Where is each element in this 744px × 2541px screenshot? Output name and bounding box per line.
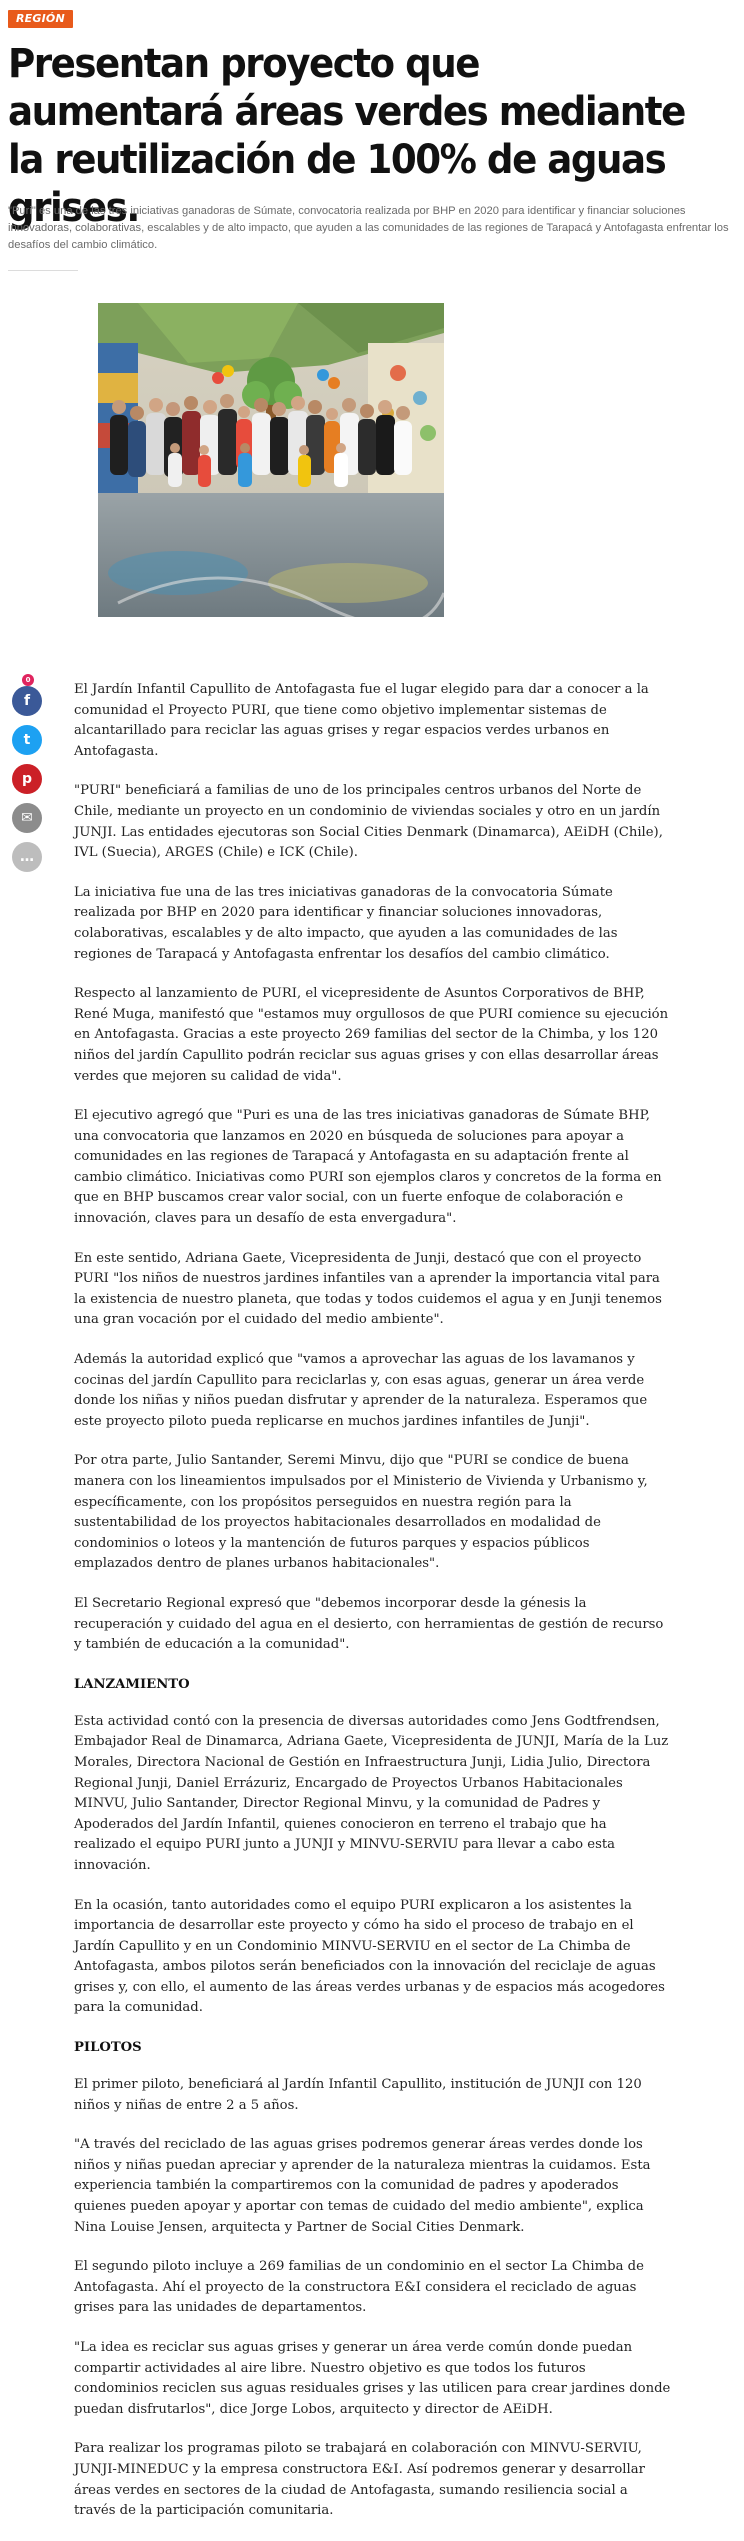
paragraph: Además la autoridad explicó que "vamos a aprovechar las aguas de los lavamanos y cocinas del jardín Capullito para reciclarlas y, con esas aguas, generar un área verde donde los niñas y niños puedan disfrutar y aprender de la naturaleza. Esperamos que este proyecto piloto pueda replicarse en muchos jardines infantiles de Junji". (74, 1352, 648, 1429)
paragraph: El Secretario Regional expresó que "debemos incorporar desde la génesis la recuperación y cuidado del agua en el desierto, con herramientas de gestión de recurso y también de educación a la comunidad". (74, 1595, 664, 1653)
paragraph: Esta actividad contó con la presencia de diversas autoridades como Jens Godtfrendsen, Embajador Real de Dinamarca, Adriana Gaete, Vicepresidenta de JUNJI, María de la Luz Morales, Directora Nacional de Gestión en Infraestructura Junji, Lidia Julio, Directora Regional Junji, Daniel Errázuriz, Encargado de Proyectos Urbanos Habitacionales MINVU, Julio Santander, Director Regional Minvu, y la comunidad de Padres y Apoderados del Jardín Infantil, quienes conocieron en terreno el trabajo que ha realizado el equipo PURI junto a JUNJI y MINVU-SERVIU para llevar a cabo esta innovación. (74, 1713, 669, 1873)
pinterest-share-button[interactable] (12, 764, 42, 794)
paragraph: El segundo piloto incluye a 269 familias de un condominio en el sector La Chimba de Antofagasta. Ahí el proyecto de la constructora E&I considera el reciclado de aguas grises para las unidades de departamentos. (74, 2259, 644, 2316)
twitter-icon: t (23, 732, 31, 748)
section-heading-lanzamiento: LANZAMIENTO (74, 1676, 190, 1692)
paragraph: Para realizar los programas piloto se trabajará en colaboración con MINVU-SERVIU, JUNJI-MINEDUC y la empresa constructora E&I. Así podremos generar y desarrollar áreas verdes en sectores de la ciudad de Antofagasta, sumando resiliencia social a través de la participación comunitaria. (74, 2441, 645, 2519)
article-body (74, 680, 672, 2541)
paragraph: "PURI" beneficiará a familias de uno de los principales centros urbanos del Norte de Chile, mediante un proyecto en un condominio de viviendas sociales y otro en un jardín JUNJI. Las entidades ejecutoras son Social Cities Denmark (Dinamarca), AEiDH (Chile), IVL (Suecia), ARGES (Chile) e ICK (Chile). (74, 783, 663, 861)
comments-button[interactable] (12, 842, 42, 872)
social-share-bar (12, 686, 44, 881)
paragraph: "A través del reciclado de las aguas grises podremos generar áreas verdes donde los niños y niñas puedan apreciar y aprender de la naturaleza mientras la cuidamos. Esta experiencia también la compartiremos con la comunidad de padres y apoderados quienes pueden apoyar y aportar con temas de cuidado del medio ambiente", explica Nina Louise Jensen, arquitecta y Partner de Social Cities Denmark. (74, 2137, 651, 2235)
paragraph: En la ocasión, tanto autoridades como el equipo PURI explicaron a los asistentes la importancia de desarrollar este proyecto y cómo ha sido el proceso de trabajo en el Jardín Capullito y en un Condominio MINVU-SERVIU en el sector de La Chimba de Antofagasta, ambos pilotos serán beneficiados con la innovación del reciclaje de aguas grises y, con ello, el aumento de las áreas verdes urbanas y de espacios más acogedores para la comunidad. (74, 1897, 665, 2016)
facebook-share-button[interactable] (12, 686, 42, 716)
category-badge[interactable]: REGIÓN (8, 10, 73, 28)
email-share-button[interactable] (12, 803, 42, 833)
facebook-icon: f (23, 693, 31, 709)
headline: Presentan proyecto que aumentará áreas verdes mediante la reutilización de 100% de aguas grises. (8, 41, 685, 231)
email-icon: ✉ (21, 810, 33, 826)
comment-icon: … (20, 849, 34, 865)
lead-summary: "Puri" es una de las tres iniciativas ganadoras de Súmate, convocatoria realizada por BHP en 2020 para identificar y financiar soluciones innovadoras, colaborativas, escalables y de alto impacto, que ayuden a las comunidades de las regiones de Tarapacá y Antofagasta enfrentar los desafíos del cambio climático. (8, 205, 729, 251)
event-photo (98, 303, 444, 617)
divider (8, 270, 78, 271)
paragraph: El Jardín Infantil Capullito de Antofagasta fue el lugar elegido para dar a conocer a la comunidad el Proyecto PURI, que tiene como objetivo implementar sistemas de alcantarillado para reciclar las aguas grises y regar espacios verdes urbanos en Antofagasta. (74, 682, 649, 759)
paragraph: Por otra parte, Julio Santander, Seremi Minvu, dijo que "PURI se condice de buena manera con los lineamientos impulsados por el Ministerio de Vivienda y Urbanismo y, específicamente, con los propósitos perseguidos en nuestra región para la sustentabilidad de los proyectos habitacionales desarrollados en modalidad de condominios o loteos y la mantención de futuros parques y espacios públicos emplazados dentro de planes urbanos habitacionales". (74, 1453, 648, 1572)
pinterest-icon: p (21, 771, 33, 787)
paragraph: El ejecutivo agregó que "Puri es una de las tres iniciativas ganadoras de Súmate BHP, una convocatoria que lanzamos en 2020 en búsqueda de soluciones para apoyar a comunidades en las regiones de Tarapacá y Antofagasta en su adaptación frente al cambio climático. Iniciativas como PURI son ejemplos claros y concretos de la forma en que en BHP buscamos crear valor social, con un fuerte enfoque de colaboración e innovación, claves para un desafío de esta envergadura". (74, 1108, 662, 1227)
paragraph: Respecto al lanzamiento de PURI, el vicepresidente de Asuntos Corporativos de BHP, René Muga, manifestó que "estamos muy orgullosos de que PURI comience su ejecución en Antofagasta. Gracias a este proyecto 269 familias del sector de la Chimba, y los 120 niños del jardín Capullito podrán reciclar sus aguas grises y con ellas desarrollar áreas verdes que mejoren su calidad de vida". (74, 986, 669, 1084)
paragraph: La iniciativa fue una de las tres iniciativas ganadoras de la convocatoria Súmate realizada por BHP en 2020 para identificar y financiar soluciones innovadoras, colaborativas, escalables y de alto impacto, que ayuden a las comunidades de las regiones de Tarapacá y Antofagasta enfrentar los desafíos del cambio climático. (74, 884, 618, 962)
section-heading-pilotos: PILOTOS (74, 2040, 142, 2056)
paragraph: "La idea es reciclar sus aguas grises y generar un área verde común donde puedan compartir actividades al aire libre. Nuestro objetivo es que todos los futuros condominios reciclen sus aguas residuales grises y las utilicen para crear jardines donde puedan disfrutarlos", dice Jorge Lobos, arquitecto y director de AEiDH. (74, 2340, 671, 2417)
twitter-share-button[interactable] (12, 725, 42, 755)
paragraph: El primer piloto, beneficiará al Jardín Infantil Capullito, institución de JUNJI con 120 niños y niñas de entre 2 a 5 años. (74, 2077, 642, 2113)
paragraph: En este sentido, Adriana Gaete, Vicepresidenta de Junji, destacó que con el proyecto PURI "los niños de nuestros jardines infantiles van a aprender la importancia vital para la existencia de nuestro planeta, que todas y todos cuidemos el agua y en Junji tenemos una gran vocación por el cuidado del medio ambiente". (74, 1250, 662, 1328)
share-counter: 0 (22, 674, 34, 686)
